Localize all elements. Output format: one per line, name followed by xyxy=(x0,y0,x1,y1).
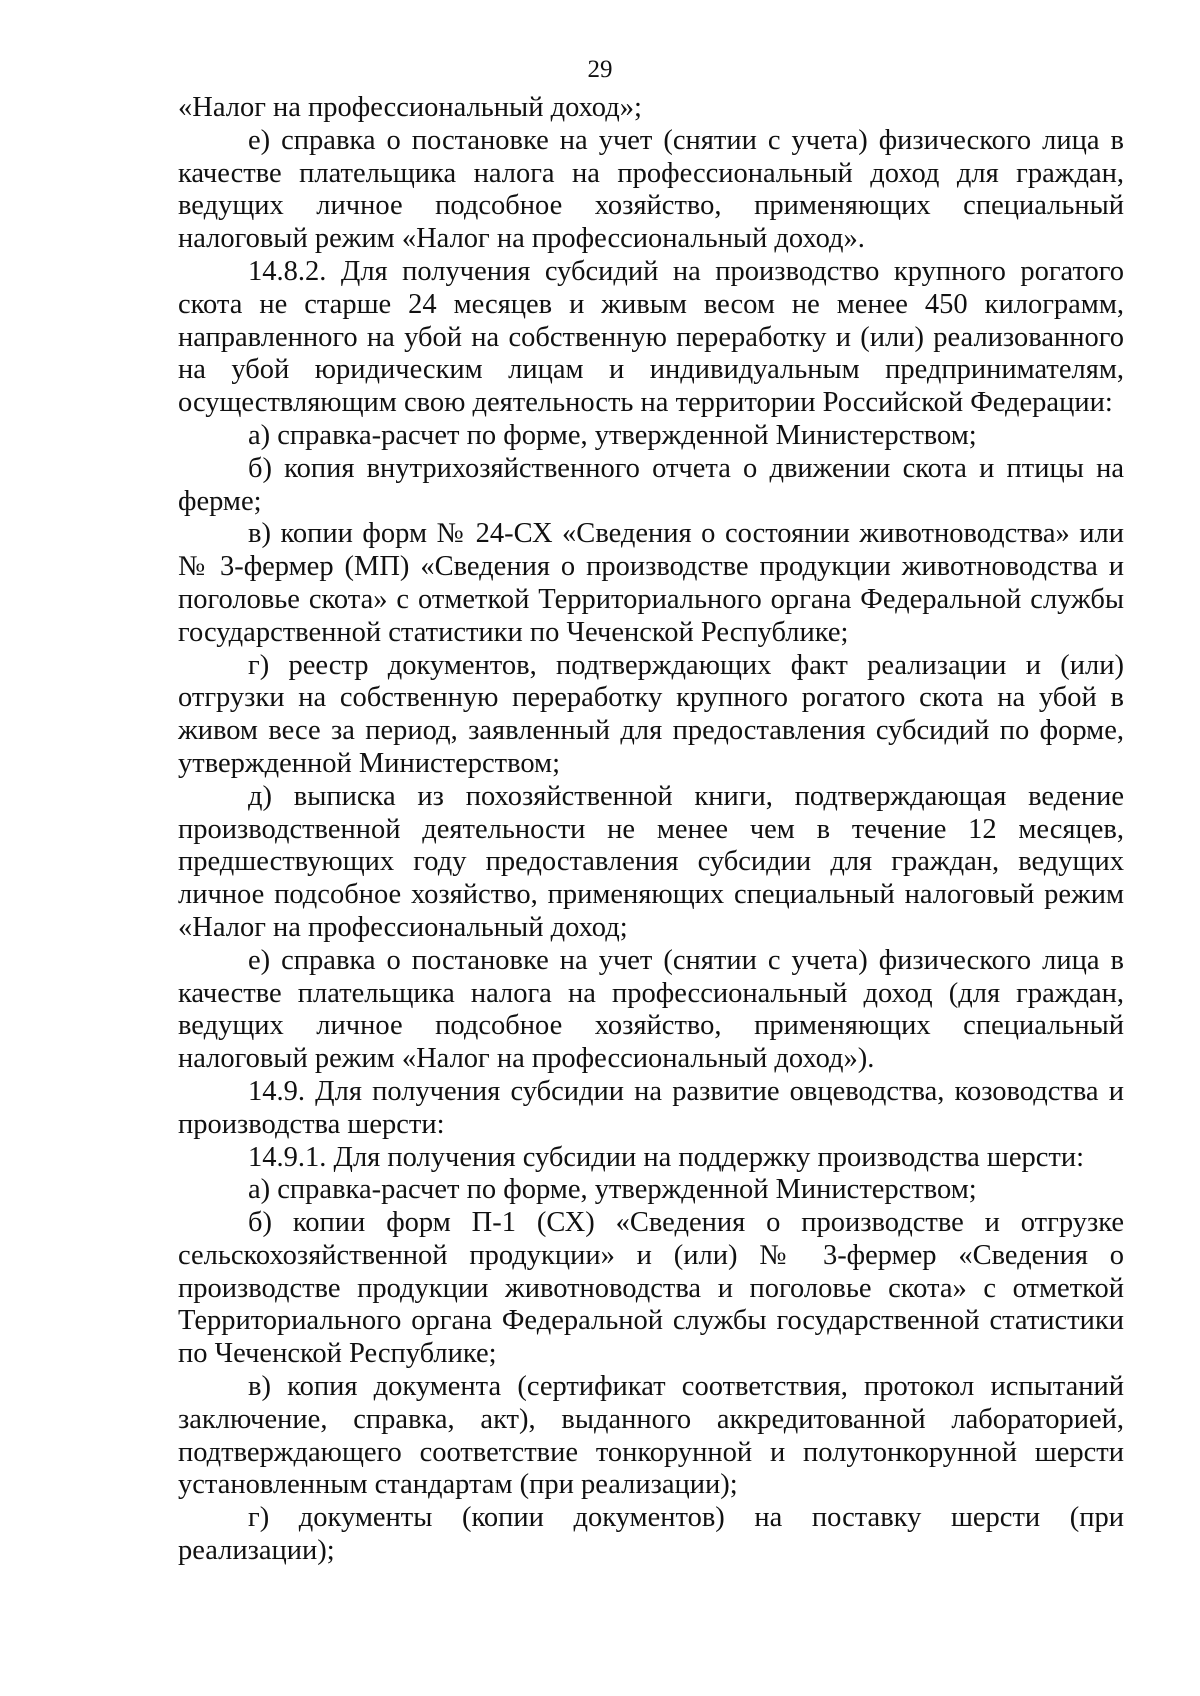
paragraph: а) справка-расчет по форме, утвержденной Министерством; xyxy=(248,1174,977,1206)
paragraph: 14.8.2. Для получения субсидий на производство крупного рогатого скота не старше 24 месяцев и живым весом не менее 450 килограмм, направленного на убой на собственную переработку и (или) реализованного на убой юридическим лицам и индивидуальным предпринимателям, осуществляющим свою деятельность на территории Российской Федерации: xyxy=(178,255,1124,419)
paragraph: в) копия документа (сертификат соответствия, протокол испытаний заключение, справка, акт), выданного аккредитованной лабораторией, подтверждающего соответствие тонкорунной и полутонкорунной шерсти установленным стандартам (при реализации); xyxy=(178,1371,1124,1501)
paragraph: 14.9. Для получения субсидии на развитие овцеводства, козоводства и производства шерсти: xyxy=(178,1075,1124,1140)
paragraph: б) копии форм П-1 (СХ) «Сведения о производстве и отгрузке сельскохозяйственной продукции» и (или) № 3-фермер «Сведения о производстве продукции животноводства и поголовье скота» с отметкой Территориального органа Федеральной службы государственной статистики по Чеченской Республике; xyxy=(178,1207,1124,1370)
paragraph: г) реестр документов, подтверждающих факт реализации и (или) отгрузки на собственную переработку крупного рогатого скота на убой в живом весе за период, заявленный для предоставления субсидий по форме, утвержденной Министерством; xyxy=(178,649,1124,779)
paragraph: е) справка о постановке на учет (снятии с учета) физического лица в качестве плательщика налога на профессиональный доход (для граждан, ведущих личное подсобное хозяйство, применяющих специальный налоговый режим «Налог на профессиональный доход»). xyxy=(178,944,1124,1075)
paragraph: «Налог на профессиональный доход»; xyxy=(178,92,642,123)
paragraph: в) копии форм № 24-СХ «Сведения о состоянии животноводства» или № 3-фермер (МП) «Сведения о производстве продукции животноводства и поголовье скота» с отметкой Территориального органа Федеральной службы государственной статистики по Чеченской Республике; xyxy=(178,518,1124,648)
document-body xyxy=(178,92,1124,1568)
paragraph: г) документы (копии документов) на поставку шерсти (при реализации); xyxy=(178,1502,1124,1567)
paragraph: д) выписка из похозяйственной книги, подтверждающая ведение производственной деятельности не менее чем в течение 12 месяцев, предшествующих году предоставления субсидии для граждан, ведущих личное подсобное хозяйство, применяющих специальный налоговый режим «Налог на профессиональный доход; xyxy=(178,780,1124,943)
paragraph: 14.9.1. Для получения субсидии на поддержку производства шерсти: xyxy=(248,1141,1085,1173)
paragraph: б) копия внутрихозяйственного отчета о движении скота и птицы на ферме; xyxy=(178,452,1124,517)
page-number: 29 xyxy=(587,56,613,83)
paragraph: е) справка о постановке на учет (снятии с учета) физического лица в качестве плательщика налога на профессиональный доход для граждан, ведущих личное подсобное хозяйство, применяющих специальный налоговый режим «Налог на профессиональный доход». xyxy=(178,124,1124,255)
paragraph: а) справка-расчет по форме, утвержденной Министерством; xyxy=(248,419,977,451)
